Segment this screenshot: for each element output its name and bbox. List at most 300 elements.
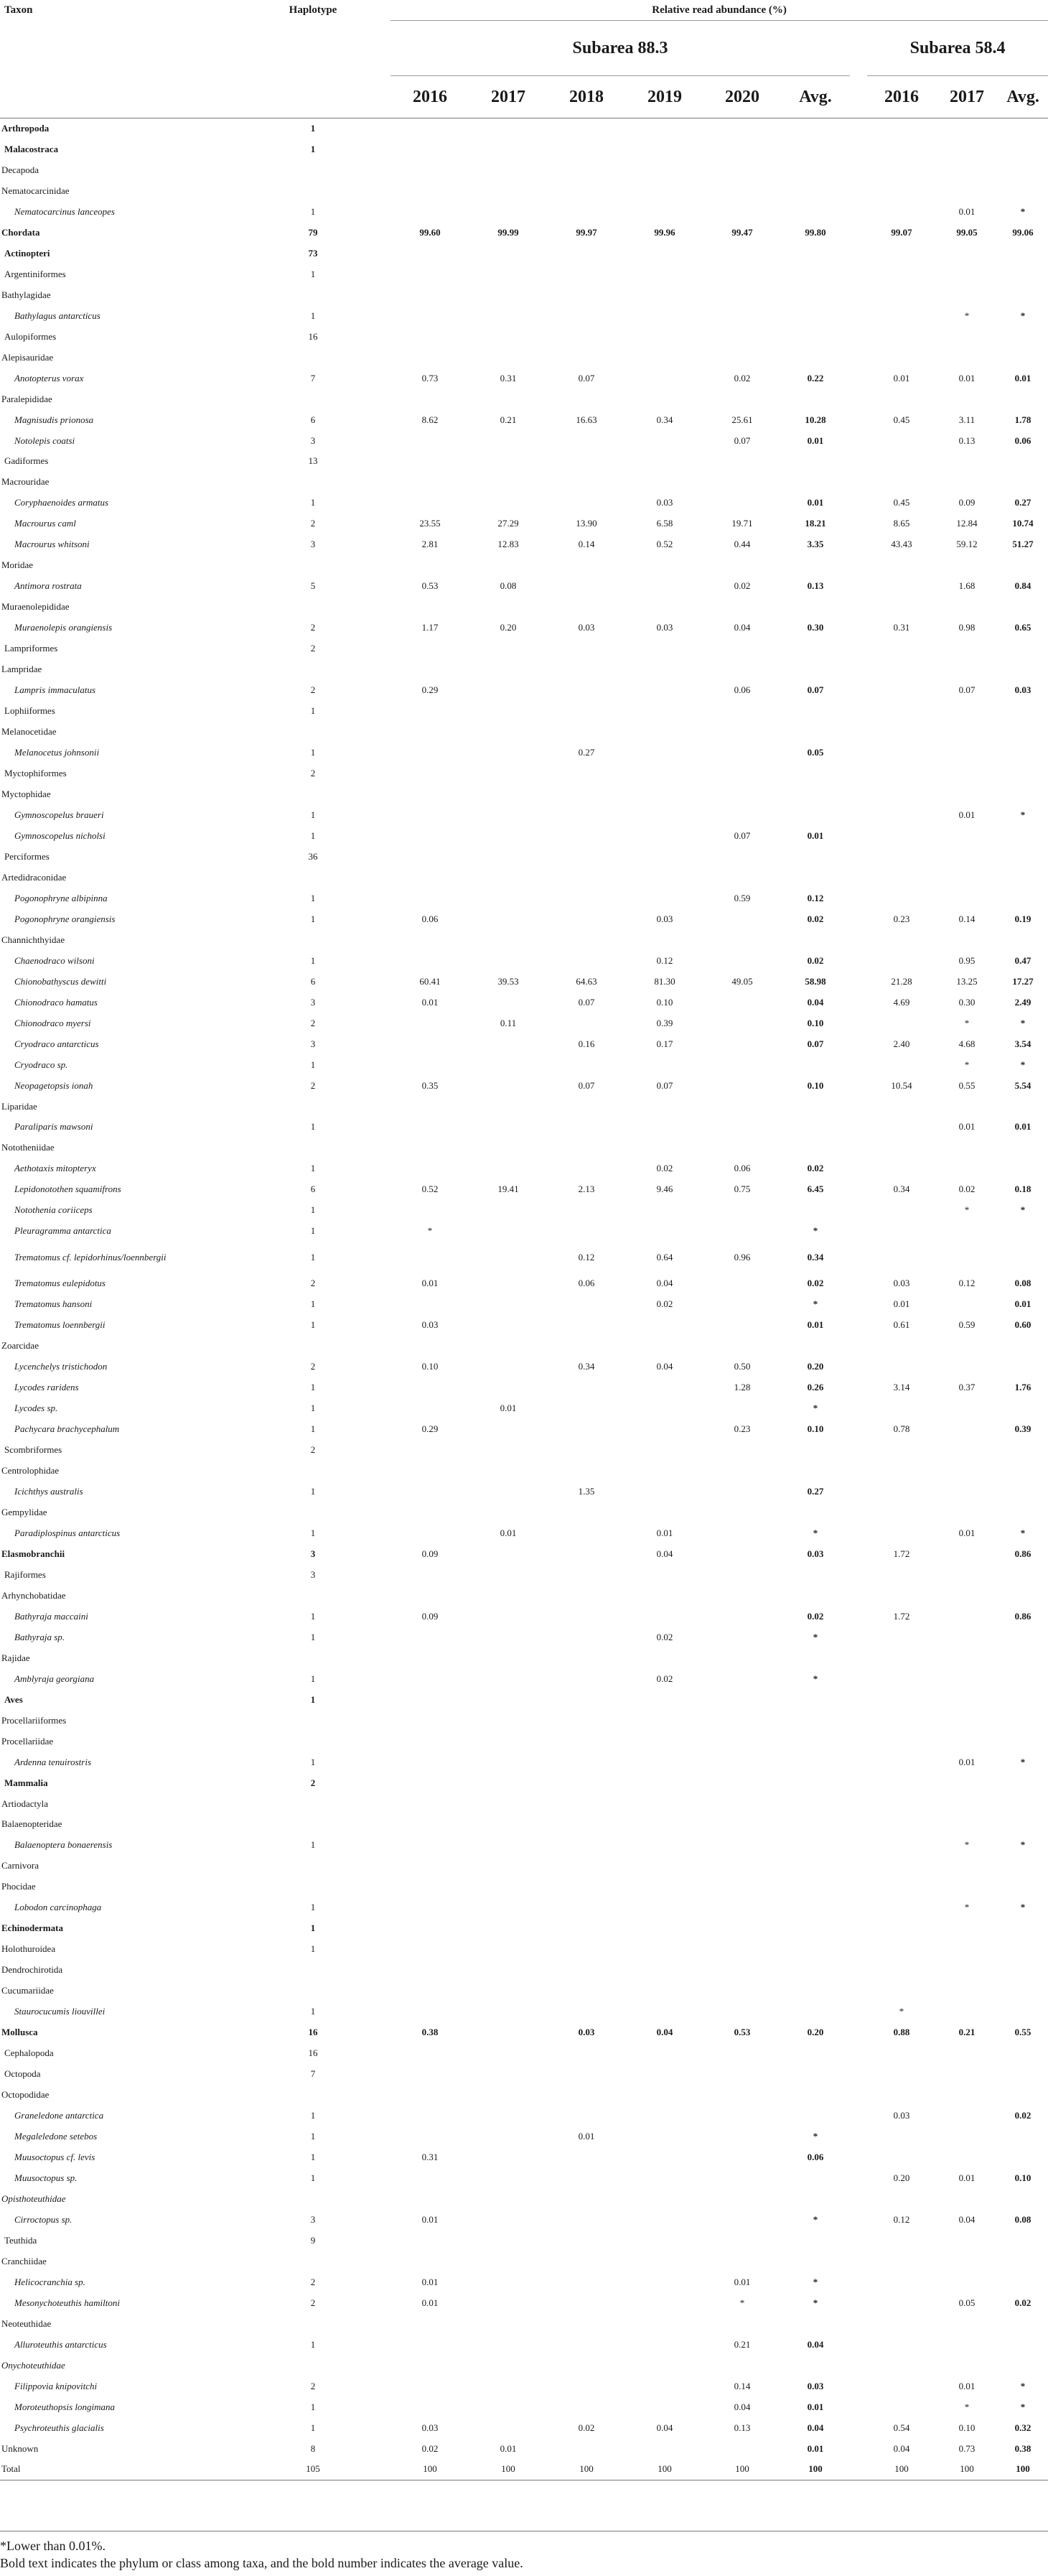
value-cell xyxy=(390,867,469,888)
avg-value-cell xyxy=(998,1877,1048,1897)
value-cell xyxy=(547,1502,626,1522)
value-cell: 0.10 xyxy=(958,2422,976,2433)
value-cell xyxy=(469,2043,547,2064)
table-row xyxy=(0,1075,1048,1096)
spacer-cell xyxy=(382,2417,390,2438)
spacer-cell xyxy=(382,2396,390,2417)
value-cell xyxy=(867,576,936,597)
avg-value-cell: 0.20 xyxy=(807,1361,824,1372)
taxon-cell: Lampris immaculatus xyxy=(14,684,96,696)
avg-value-cell: 0.03 xyxy=(807,2380,824,2391)
value-cell xyxy=(867,1627,936,1647)
avg-value-cell xyxy=(781,2230,850,2251)
value-cell xyxy=(867,680,936,701)
value-cell xyxy=(936,2355,998,2376)
value-cell xyxy=(867,2376,936,2396)
value-cell xyxy=(547,1013,626,1033)
haplotype-cell xyxy=(244,1793,382,1814)
haplotype-cell: 1 xyxy=(310,1922,316,1934)
value-cell xyxy=(936,1981,998,2001)
value-cell xyxy=(703,2064,781,2085)
avg-value-cell xyxy=(998,597,1048,618)
table-row xyxy=(0,368,1048,389)
value-cell xyxy=(626,680,703,701)
haplotype-cell: 1 xyxy=(310,1943,316,1955)
taxon-cell: Bathylagus antarcticus xyxy=(14,310,100,321)
value-cell: 0.10 xyxy=(656,996,673,1008)
value-cell xyxy=(936,1772,998,1793)
haplotype-cell: 2 xyxy=(310,2297,316,2308)
taxon-cell: Muusoctopus sp. xyxy=(14,2172,78,2183)
value-cell: 0.38 xyxy=(421,2027,439,2038)
value-cell: 0.07 xyxy=(578,372,595,383)
avg-value-cell: 100 xyxy=(808,2463,823,2475)
haplotype-cell: 7 xyxy=(310,2068,316,2080)
spacer-cell xyxy=(382,2292,390,2313)
avg-value-cell: 0.07 xyxy=(807,684,824,696)
spacer-cell xyxy=(850,825,867,846)
haplotype-cell: 1 xyxy=(310,1121,316,1133)
value-cell: 0.07 xyxy=(958,684,976,696)
table-row xyxy=(0,908,1048,929)
table-row xyxy=(0,825,1048,846)
table-row xyxy=(0,2313,1048,2334)
avg-value-cell xyxy=(998,1793,1048,1814)
haplotype-cell: 2 xyxy=(310,1017,316,1028)
value-cell xyxy=(547,2064,626,2085)
value-cell xyxy=(547,1315,626,1336)
value-cell xyxy=(703,284,781,305)
value-cell: 4.68 xyxy=(958,1038,976,1049)
spacer-cell xyxy=(382,1668,390,1689)
value-cell xyxy=(703,846,781,867)
table-row xyxy=(0,2064,1048,2085)
avg-value-cell xyxy=(781,139,850,159)
taxon-cell: Unknown xyxy=(1,2442,39,2454)
taxon-cell: Alluroteuthis antarcticus xyxy=(14,2338,107,2350)
value-cell xyxy=(936,867,998,888)
table-row xyxy=(0,2355,1048,2376)
taxon-cell: Procellariiformes xyxy=(1,1714,67,1726)
value-cell: 60.41 xyxy=(419,975,441,987)
value-cell: 0.61 xyxy=(893,1319,910,1331)
spacer-cell xyxy=(850,1689,867,1710)
spacer-cell xyxy=(382,1096,390,1117)
value-cell xyxy=(626,1336,703,1357)
haplotype-cell: 3 xyxy=(310,539,316,550)
haplotype-cell: 1 xyxy=(310,2110,316,2121)
value-cell xyxy=(547,1377,626,1398)
value-cell xyxy=(867,2230,936,2251)
avg-value-cell xyxy=(998,701,1048,722)
value-cell: 13.90 xyxy=(576,518,597,529)
value-cell xyxy=(469,118,547,139)
avg-value-cell: 17.27 xyxy=(1012,975,1034,987)
value-cell xyxy=(469,804,547,825)
value-cell: 0.03 xyxy=(578,2027,595,2038)
value-cell: 49.05 xyxy=(731,975,753,987)
value-cell xyxy=(626,1502,703,1522)
taxon-cell: Bathyraja sp. xyxy=(14,1631,65,1642)
value-cell xyxy=(547,2043,626,2064)
value-cell xyxy=(547,243,626,264)
taxon-cell: Mammalia xyxy=(4,1777,48,1788)
avg-value-cell xyxy=(998,326,1048,347)
value-cell: 21.28 xyxy=(891,975,912,987)
spacer-cell xyxy=(382,2334,390,2355)
taxon-cell: Nototheniidae xyxy=(1,1142,55,1153)
value-cell xyxy=(867,1793,936,1814)
value-cell xyxy=(626,701,703,722)
taxon-cell: Actinopteri xyxy=(4,247,50,259)
table-row xyxy=(0,722,1048,743)
spacer-cell xyxy=(382,1273,390,1294)
table-row xyxy=(0,1096,1048,1117)
avg-value-cell: 0.86 xyxy=(1014,1610,1031,1622)
avg-value-cell xyxy=(998,784,1048,805)
value-cell xyxy=(469,1731,547,1752)
avg-value-cell xyxy=(781,1793,850,1814)
spacer-cell xyxy=(850,846,867,867)
value-cell xyxy=(867,2334,936,2355)
spacer-cell xyxy=(850,1221,867,1242)
value-cell: 0.95 xyxy=(958,954,976,966)
table-row xyxy=(0,846,1048,867)
value-cell: 0.01 xyxy=(958,809,976,820)
table-row xyxy=(0,1398,1048,1419)
taxon-cell: Lycenchelys tristichodon xyxy=(14,1361,108,1372)
value-cell: 6.58 xyxy=(656,518,673,529)
value-cell xyxy=(626,1606,703,1627)
value-cell xyxy=(390,743,469,763)
haplotype-cell xyxy=(244,1877,382,1897)
avg-value-cell xyxy=(781,1772,850,1793)
table-row xyxy=(0,1856,1048,1877)
avg-value-cell: 0.55 xyxy=(1014,2027,1031,2038)
value-cell: 0.59 xyxy=(958,1319,976,1331)
value-cell xyxy=(469,1793,547,1814)
avg-value-cell xyxy=(781,243,850,264)
value-cell: * xyxy=(964,1059,970,1070)
value-cell xyxy=(703,1502,781,1522)
spacer-cell xyxy=(382,722,390,743)
value-cell xyxy=(469,1117,547,1138)
value-cell xyxy=(867,264,936,284)
table-row xyxy=(0,2126,1048,2147)
value-cell xyxy=(936,2230,998,2251)
table-row xyxy=(0,284,1048,305)
value-cell xyxy=(547,763,626,784)
spacer-cell xyxy=(382,1419,390,1440)
value-cell xyxy=(703,1814,781,1835)
value-cell xyxy=(703,701,781,722)
value-cell xyxy=(936,1419,998,1440)
value-cell xyxy=(936,1138,998,1158)
value-cell: 27.29 xyxy=(497,518,519,529)
avg-value-cell xyxy=(998,2251,1048,2272)
value-cell xyxy=(547,1918,626,1939)
table-row xyxy=(0,1013,1048,1033)
value-cell xyxy=(936,180,998,201)
haplotype-cell xyxy=(244,2085,382,2106)
spacer-cell xyxy=(850,1357,867,1377)
table-row xyxy=(0,513,1048,534)
haplotype-cell xyxy=(244,1096,382,1117)
value-cell: 99.05 xyxy=(956,226,978,238)
avg-value-cell xyxy=(998,2272,1048,2292)
value-cell xyxy=(547,1158,626,1179)
avg-value-cell xyxy=(781,2355,850,2376)
value-cell xyxy=(547,305,626,326)
spacer-cell xyxy=(382,804,390,825)
value-cell xyxy=(547,1200,626,1221)
spacer-cell xyxy=(382,1710,390,1731)
avg-value-cell: 0.20 xyxy=(807,2027,824,2038)
spacer-cell xyxy=(850,493,867,513)
taxon-cell: Bathylagidae xyxy=(1,289,51,300)
value-cell xyxy=(867,2147,936,2168)
value-cell xyxy=(390,1689,469,1710)
value-cell: 64.63 xyxy=(576,975,597,987)
value-cell xyxy=(469,908,547,929)
spacer-cell xyxy=(850,1856,867,1877)
avg-value-cell: 2.49 xyxy=(1014,996,1031,1008)
spacer-cell xyxy=(850,305,867,326)
value-cell xyxy=(626,2272,703,2292)
value-cell xyxy=(547,1564,626,1585)
value-cell xyxy=(936,1294,998,1315)
value-cell xyxy=(390,1377,469,1398)
spacer-cell xyxy=(850,1772,867,1793)
spacer-cell xyxy=(382,2209,390,2230)
value-cell xyxy=(547,2167,626,2188)
taxon-cell: Nematocarcinus lanceopes xyxy=(14,205,115,217)
value-cell xyxy=(469,2167,547,2188)
value-cell: 0.01 xyxy=(958,2172,976,2183)
avg-value-cell: 0.08 xyxy=(1014,2213,1031,2225)
value-cell xyxy=(936,1689,998,1710)
haplotype-cell: 3 xyxy=(310,434,316,446)
value-cell: 0.14 xyxy=(958,913,976,924)
value-cell: 12.84 xyxy=(956,518,978,529)
value-cell xyxy=(547,1440,626,1461)
value-cell xyxy=(703,1877,781,1897)
value-cell xyxy=(469,1461,547,1482)
value-cell xyxy=(469,2251,547,2272)
spacer-cell xyxy=(382,1221,390,1242)
value-cell xyxy=(547,1096,626,1117)
value-cell: * xyxy=(739,2297,745,2308)
value-cell xyxy=(390,2085,469,2106)
avg-value-cell xyxy=(998,1221,1048,1242)
value-cell: 1.68 xyxy=(958,580,976,592)
haplotype-cell: 1 xyxy=(310,1902,316,1913)
value-cell xyxy=(390,1772,469,1793)
value-cell xyxy=(703,1033,781,1054)
value-cell xyxy=(469,825,547,846)
table-row xyxy=(0,1336,1048,1357)
value-cell xyxy=(703,1543,781,1564)
avg-value-cell xyxy=(781,118,850,139)
spacer-cell xyxy=(382,1835,390,1856)
avg-value-cell xyxy=(998,743,1048,763)
value-cell xyxy=(626,1647,703,1668)
taxon-cell: Elasmobranchii xyxy=(1,1548,65,1559)
taxon-cell: Artedidraconidae xyxy=(1,871,67,883)
haplotype-cell: 5 xyxy=(310,580,316,592)
table-row xyxy=(0,992,1048,1013)
haplotype-cell: 1 xyxy=(310,2401,316,2412)
haplotype-cell xyxy=(244,472,382,493)
spacer-cell xyxy=(382,763,390,784)
avg-value-cell xyxy=(781,597,850,618)
value-cell xyxy=(547,1336,626,1357)
value-cell xyxy=(626,1877,703,1897)
value-cell xyxy=(936,1543,998,1564)
value-cell xyxy=(867,1897,936,1918)
value-cell xyxy=(469,1273,547,1294)
avg-value-cell: 0.03 xyxy=(1014,684,1031,696)
value-cell xyxy=(867,2355,936,2376)
value-cell xyxy=(867,1398,936,1419)
haplotype-cell xyxy=(244,597,382,618)
value-cell xyxy=(867,888,936,908)
spacer-cell xyxy=(382,2313,390,2334)
value-cell: 0.59 xyxy=(734,892,751,903)
spacer-cell xyxy=(382,1731,390,1752)
value-cell xyxy=(867,451,936,472)
spacer-cell xyxy=(850,1647,867,1668)
avg-value-cell xyxy=(998,2126,1048,2147)
value-cell xyxy=(936,597,998,618)
value-cell xyxy=(936,2064,998,2085)
value-cell xyxy=(547,638,626,659)
spacer-cell xyxy=(850,534,867,555)
value-cell xyxy=(867,950,936,971)
value-cell: 0.01 xyxy=(958,2380,976,2391)
value-cell: 39.53 xyxy=(497,975,519,987)
value-cell xyxy=(390,701,469,722)
avg-value-cell: * xyxy=(813,1673,818,1684)
value-cell xyxy=(867,1689,936,1710)
haplotype-cell xyxy=(244,2188,382,2209)
haplotype-cell xyxy=(244,1585,382,1606)
table-row xyxy=(0,2251,1048,2272)
value-cell xyxy=(390,2126,469,2147)
avg-value-cell: 0.10 xyxy=(807,1017,824,1028)
value-cell xyxy=(626,1419,703,1440)
value-cell xyxy=(390,825,469,846)
avg-value-cell: 3.35 xyxy=(807,539,824,550)
haplotype-cell: 3 xyxy=(310,1568,316,1580)
value-cell xyxy=(703,1522,781,1543)
spacer-cell xyxy=(382,1772,390,1793)
value-cell: 0.13 xyxy=(958,434,976,446)
value-cell xyxy=(390,1200,469,1221)
value-cell xyxy=(469,950,547,971)
table-row xyxy=(0,1668,1048,1689)
value-cell xyxy=(703,243,781,264)
table-row xyxy=(0,409,1048,430)
value-cell xyxy=(547,722,626,743)
spacer-cell xyxy=(850,1585,867,1606)
value-cell xyxy=(390,2355,469,2376)
value-cell xyxy=(867,1440,936,1461)
haplotype-cell: 2 xyxy=(310,2380,316,2391)
value-cell xyxy=(390,430,469,451)
value-cell: 0.02 xyxy=(734,580,751,592)
spacer-cell xyxy=(850,1158,867,1179)
avg-value-cell: 0.01 xyxy=(807,829,824,841)
spacer-cell xyxy=(382,1117,390,1138)
value-cell xyxy=(547,2251,626,2272)
value-cell xyxy=(390,451,469,472)
table-row xyxy=(0,2376,1048,2396)
haplotype-cell: 1 xyxy=(310,1059,316,1070)
value-cell xyxy=(390,472,469,493)
avg-value-cell xyxy=(781,159,850,180)
value-cell xyxy=(626,888,703,908)
spacer-cell xyxy=(382,784,390,805)
value-cell xyxy=(703,1398,781,1419)
spacer-cell xyxy=(382,2064,390,2085)
value-cell xyxy=(703,1294,781,1315)
avg-value-cell xyxy=(781,2251,850,2272)
spacer-cell xyxy=(382,139,390,159)
value-cell xyxy=(469,1585,547,1606)
value-cell xyxy=(547,1668,626,1689)
spacer-cell xyxy=(850,389,867,409)
value-cell: 0.53 xyxy=(734,2027,751,2038)
value-cell: 0.64 xyxy=(656,1251,673,1263)
value-cell xyxy=(867,555,936,576)
value-cell xyxy=(936,638,998,659)
value-cell: 0.01 xyxy=(421,996,439,1008)
value-cell xyxy=(547,139,626,159)
value-cell xyxy=(936,1398,998,1419)
spacer-cell xyxy=(382,701,390,722)
taxon-cell: Pleuragramma antarctica xyxy=(14,1225,111,1237)
spacer-cell xyxy=(382,389,390,409)
avg-value-cell: 0.08 xyxy=(1014,1278,1031,1289)
value-cell xyxy=(547,159,626,180)
value-cell xyxy=(703,992,781,1013)
taxon-cell: Perciformes xyxy=(4,850,50,862)
value-cell xyxy=(936,1357,998,1377)
value-cell xyxy=(703,1981,781,2001)
value-cell xyxy=(867,1564,936,1585)
spacer-cell xyxy=(850,201,867,222)
avg-value-cell xyxy=(998,825,1048,846)
table-row xyxy=(0,1960,1048,1981)
taxon-cell: Lophiiformes xyxy=(4,705,55,717)
spacer-cell xyxy=(382,1398,390,1419)
value-cell xyxy=(547,908,626,929)
taxon-cell: Macrouridae xyxy=(1,476,50,488)
avg-value-cell xyxy=(998,180,1048,201)
spacer-cell xyxy=(850,1710,867,1731)
value-cell: 0.01 xyxy=(421,1278,439,1289)
spacer-cell xyxy=(850,2396,867,2417)
avg-value-cell: 0.06 xyxy=(807,2151,824,2162)
value-cell xyxy=(390,804,469,825)
avg-value-cell: 0.86 xyxy=(1014,1548,1031,1559)
avg-value-cell xyxy=(781,1689,850,1710)
avg-value-cell xyxy=(998,1668,1048,1689)
value-cell xyxy=(626,2043,703,2064)
avg-value-cell: 0.02 xyxy=(807,954,824,966)
value-cell: 3.14 xyxy=(893,1382,910,1393)
